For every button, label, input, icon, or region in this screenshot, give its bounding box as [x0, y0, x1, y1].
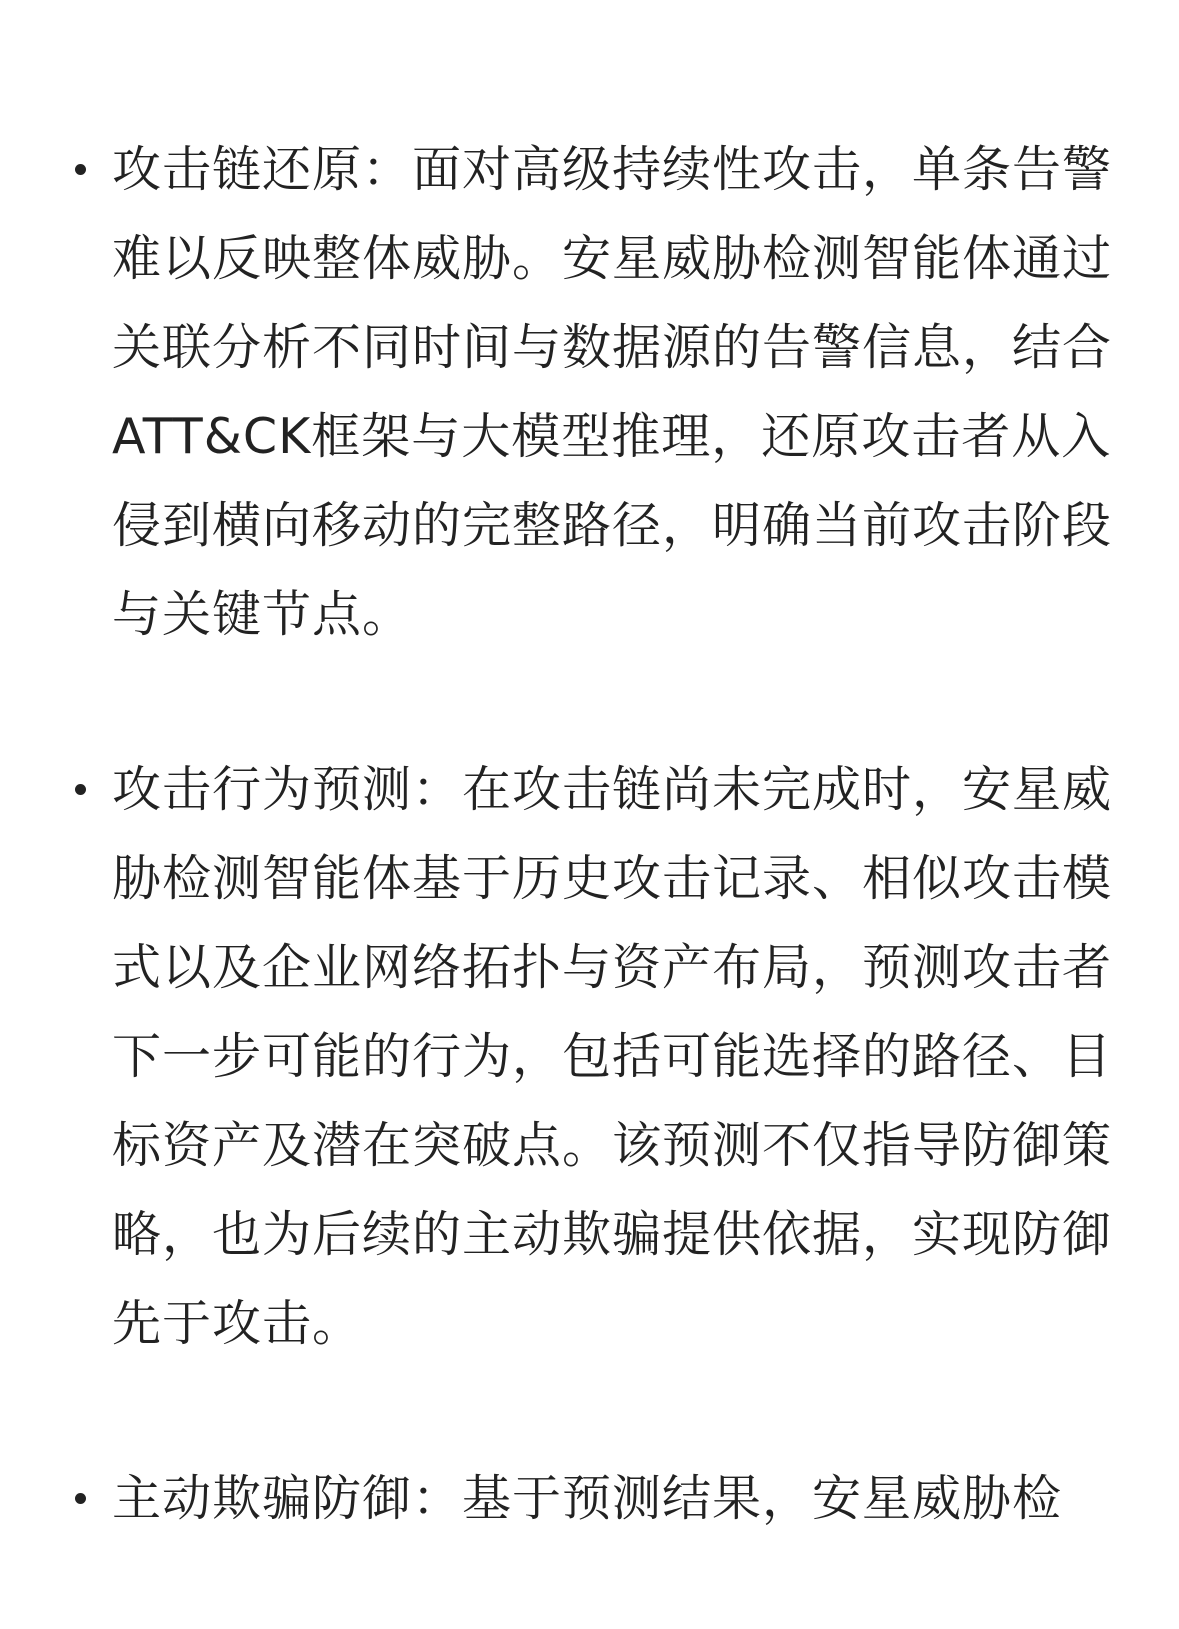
list-item-text: 攻击行为预测：在攻击链尚未完成时，安星威胁检测智能体基于历史攻击记录、相似攻击模式以及企业网络拓扑与资产布局，预测攻击者下一步可能的行为，包括可能选择的路径、目标资产及潜在突破点。该预测不仅指导防御策略，也为后续的主动欺骗提供依据，实现防御先于攻击。 [112, 761, 1113, 1352]
list-item-text: 主动欺骗防御：基于预测结果，安星威胁检 [112, 1470, 1063, 1527]
list-item-text: 攻击链还原：面对高级持续性攻击，单条告警难以反映整体威胁。安星威胁检测智能体通过关联分析不同时间与数据源的告警信息，结合ATT&CK框架与大模型推理，还原攻击者从入侵到横向移动的完整路径，明确当前攻击阶段与关键节点。 [112, 141, 1113, 643]
list-item-attack-chain-restoration [0, 125, 1179, 659]
list-item-active-deception-defense [0, 1454, 1179, 1543]
bullet-dot-icon [75, 784, 86, 795]
bullet-dot-icon [75, 1493, 86, 1504]
list-item-attack-behavior-prediction [0, 745, 1179, 1368]
article-content [0, 125, 1179, 1629]
bullet-dot-icon [75, 164, 86, 175]
bullet-list [0, 125, 1179, 1543]
